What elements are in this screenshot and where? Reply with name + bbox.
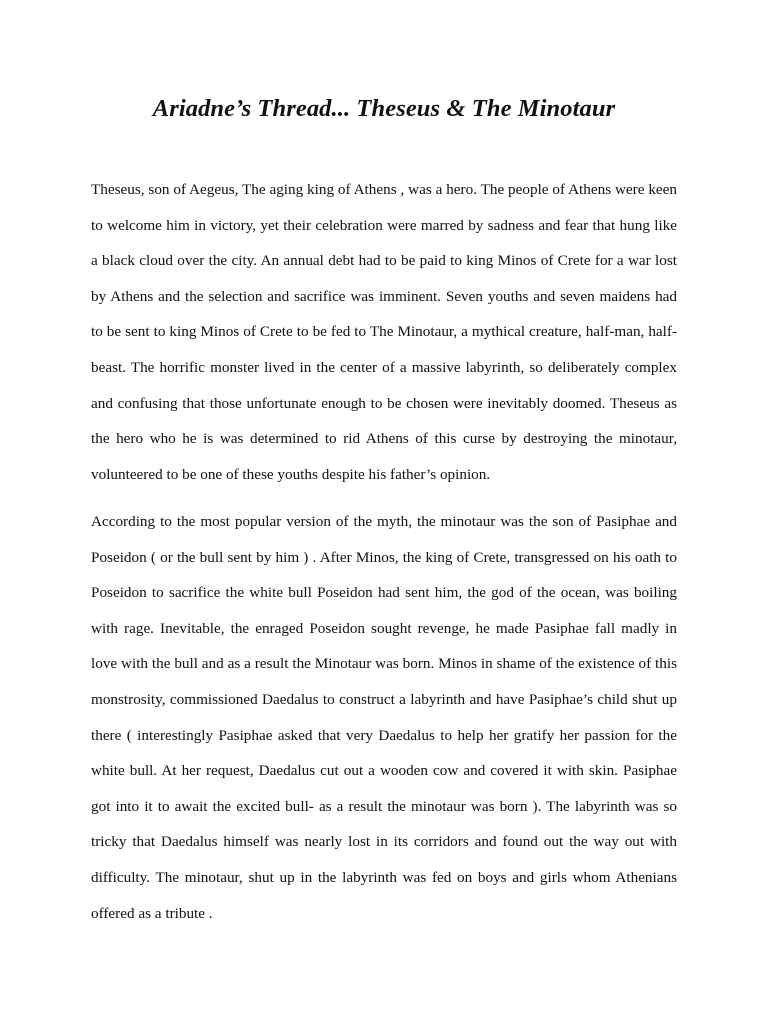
document-title: Ariadne’s Thread... Theseus & The Minotaur xyxy=(152,95,616,122)
paragraph-2: According to the most popular version of the myth, the minotaur was the son of Pasiphae and Poseidon ( or the bull sent by him ) . After Minos, the king of Crete, transgressed on his oath to Poseidon to sacrifice the white bull Poseidon had sent him, the god of the ocean, was boiling with rage. Inevitable, the enraged Poseidon sought revenge, he made Pasiphae fall madly in love with the bull and as a result the Minotaur was born. Minos in shame of the existence of this monstrosity, commissioned Daedalus to construct a labyrinth and have Pasiphae’s child shut up there ( interestingly Pasiphae asked that very Daedalus to help her gratify her passion for the white bull. At her request, Daedalus cut out a wooden cow and covered it with skin. Pasiphae got into it to await the excited bull- as a result the minotaur was born ). The labyrinth was so tricky that Daedalus himself was nearly lost in its corridors and found out the way out with difficulty. The minotaur, shut up in the labyrinth was fed on boys and girls whom Athenians offered as a tribute . xyxy=(91,513,677,922)
paragraph-1: Theseus, son of Aegeus, The aging king of Athens , was a hero. The people of Athens were keen to welcome him in victory, yet their celebration were marred by sadness and fear that hung like a black cloud over the city. An annual debt had to be paid to king Minos of Crete for a war lost by Athens and the selection and sacrifice was imminent. Seven youths and seven maidens had to be sent to king Minos of Crete to be fed to The Minotaur, a mythical creature, half-man, half-beast. The horrific monster lived in the center of a massive labyrinth, so deliberately complex and confusing that those unfortunate enough to be chosen were inevitably doomed. Theseus as the hero who he is was determined to rid Athens of this curse by destroying the minotaur, volunteered to be one of these youths despite his father’s opinion. xyxy=(91,181,677,483)
